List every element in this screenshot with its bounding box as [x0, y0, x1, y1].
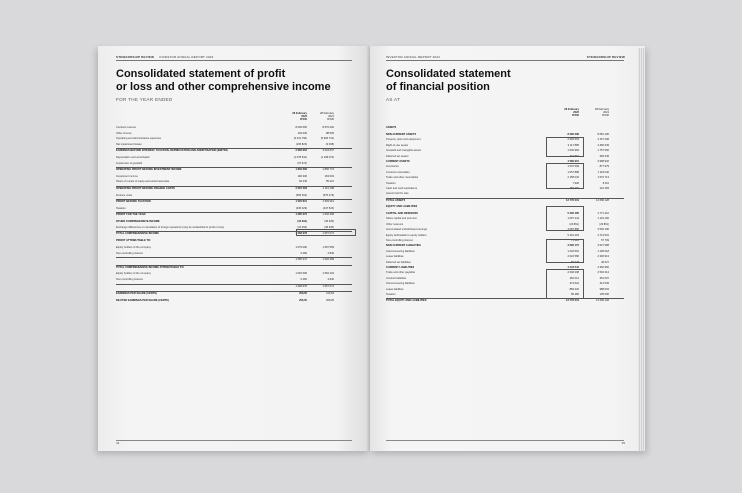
statement-row [116, 239, 352, 243]
row-value-current: 2 022 580 [567, 255, 579, 259]
row-label: OTHER COMPREHENSIVE INCOME [116, 220, 160, 223]
row-label: Depreciation and amortisation [116, 156, 151, 159]
statement-row [386, 144, 624, 148]
statement-row [386, 250, 624, 254]
row-value-prior: 46 027 [601, 260, 609, 264]
row-value-prior: 12 680 128 [596, 198, 609, 202]
row-label: Goodwill and intangible assets [386, 149, 422, 153]
row-value-current: 208,56 [299, 292, 307, 296]
row-value-prior: 8 681 196 [597, 132, 609, 136]
right-current-liab-box [546, 269, 584, 299]
row-value-current: 4 689 915 [567, 159, 579, 163]
row-value-current: 12 776 201 [566, 299, 579, 303]
row-value-prior: 210,54 [326, 292, 334, 296]
row-value-current: 55 028 [571, 260, 579, 264]
right-noncurrent-box [546, 137, 584, 157]
row-value-current: 85 480 [571, 293, 579, 296]
row-value-current: (1 078 610) [293, 156, 307, 159]
statement-row [116, 220, 352, 224]
row-value-prior: 424 183 [599, 186, 609, 190]
statement-row [116, 126, 352, 130]
row-label: Taxation [386, 181, 396, 185]
right-col1-header: 28 February 2022 R'000 [564, 108, 579, 117]
row-value-prior: (5 906 713) [320, 137, 334, 141]
statement-row [386, 217, 624, 221]
row-label: Share of results of equity-accounted associate [116, 180, 170, 184]
row-value-prior: 1 057 074 [322, 232, 334, 236]
row-value-prior: 4 840 [327, 277, 334, 281]
row-value-prior: 414 549 [599, 282, 609, 286]
row-value-current: 1 062 696 [295, 272, 307, 276]
row-value-prior: 55 421 [326, 180, 334, 184]
row-value-prior: 1 087 559 [322, 245, 334, 249]
row-value-current: 6 282 [300, 277, 307, 281]
row-label: Interest-bearing liabilities [386, 282, 415, 286]
right-running-head-left: INVESTOR ANNUAL REPORT 2022 [386, 55, 441, 59]
row-label: Inventories [386, 165, 399, 169]
row-value-prior: 3 157 638 [597, 138, 609, 142]
right-running-head-right: STEWARDSHIP REVIEW [586, 55, 625, 59]
row-label: DILUTED EARNINGS PER SHARE (CENTS) [116, 298, 169, 302]
statement-row [116, 265, 352, 270]
row-label: Deferred tax liabilities [386, 260, 411, 264]
row-value-prior: 1 052 234 [322, 272, 334, 276]
row-value-current: 2 648 208 [567, 271, 579, 275]
right-footer-rule [386, 440, 624, 441]
statement-row [386, 187, 624, 191]
statement-row [386, 266, 624, 270]
statement-row [386, 255, 624, 259]
row-value-current: 458 460 [569, 186, 579, 190]
row-label: TOTAL ASSETS [386, 198, 406, 202]
row-label: TOTAL EQUITY AND LIABILITIES [386, 299, 427, 303]
statement-row [386, 288, 624, 292]
row-value-current: (165 826) [295, 142, 307, 146]
row-label: Other income [116, 131, 132, 135]
row-label: EARNINGS BEFORE INTEREST, TAXATION, DEPRECIATION AND AMORTISATION (EBITDA) [116, 149, 229, 153]
statement-row [386, 293, 624, 297]
statement-row [116, 137, 352, 141]
statement-row [386, 244, 624, 248]
row-value-prior: 3 546 196 [597, 228, 609, 232]
row-label: TOTAL COMPREHENSIVE INCOME [116, 232, 159, 236]
row-label: Equity attributable to equity holders [386, 233, 427, 237]
row-value-current: (23 861) [569, 222, 579, 226]
row-label: Exchange differences on translation of foreign operations (may be reclassified to profit or loss) [116, 225, 224, 229]
row-label: Accumulated undistributed earnings [386, 228, 428, 232]
row-value-prior: 8 676 202 [322, 126, 334, 129]
row-value-prior: 57 709 [601, 239, 609, 242]
statement-row [116, 278, 352, 282]
statement-row [116, 284, 352, 289]
row-value-prior: 1 092 399 [322, 258, 334, 262]
row-value-current: 190 336 [297, 174, 307, 178]
statement-row [386, 234, 624, 238]
row-label: Lease liabilities [386, 255, 404, 259]
row-value-prior: 1 057 074 [322, 284, 334, 288]
statement-row [116, 132, 352, 136]
row-value-prior: (1 108 073) [320, 156, 334, 159]
row-label: Equity holders of the company [116, 272, 151, 276]
row-value-prior: 2 306 913 [597, 255, 609, 259]
row-value-current: 5 161 263 [567, 233, 579, 237]
statement-row [386, 261, 624, 265]
row-label: Lease liabilities [386, 287, 404, 291]
right-top-rule [386, 60, 624, 61]
statement-row [116, 194, 352, 198]
row-value-prior: (575 279) [322, 193, 334, 197]
statement-row [386, 239, 624, 243]
row-label: PROFIT ATTRIBUTABLE TO: [116, 238, 151, 242]
row-value-current: (16 394) [297, 225, 307, 229]
row-value-prior: (35 325) [324, 220, 334, 223]
statement-row [116, 167, 352, 172]
row-value-current: 2 966 964 [295, 149, 307, 153]
row-value-current: 883 220 [569, 287, 579, 291]
statement-row [386, 282, 624, 286]
row-label: OPERATING PROFIT BEFORE FINANCE COSTS [116, 187, 175, 190]
row-value-prior: 163 003 [324, 174, 334, 178]
row-value-current: (16 394) [297, 220, 307, 223]
left-page-subtitle: FOR THE YEAR ENDED [116, 97, 173, 102]
row-label: Interest-bearing liabilities [386, 249, 415, 253]
statement-row [116, 186, 352, 191]
row-value-prior: 88 525 [326, 131, 334, 135]
row-label: Non-controlling interest [386, 239, 413, 242]
row-value-prior: 4 713 501 [597, 233, 609, 237]
row-label: EQUITY AND LIABILITIES [386, 205, 418, 209]
statement-row [386, 271, 624, 275]
statement-row [116, 212, 352, 217]
statement-row [116, 143, 352, 147]
statement-row [386, 149, 624, 153]
row-value-current: (6 341 796) [293, 137, 307, 141]
row-value-prior: (3 098) [325, 142, 334, 146]
row-value-current: 146 636 [297, 131, 307, 135]
row-value-prior: (23 861) [599, 222, 609, 226]
row-label: EARNINGS PER SHARE (CENTS) [116, 292, 157, 296]
statement-row [116, 257, 352, 262]
row-value-current: 5 236 485 [567, 212, 579, 215]
row-label: PROFIT BEFORE TAXATION [116, 200, 151, 204]
row-label: Taxation [386, 293, 396, 296]
statement-row [116, 246, 352, 250]
row-value-current: 1 636 984 [567, 149, 579, 153]
row-value-current: 2 087 263 [295, 187, 307, 190]
right-page [370, 46, 645, 451]
statement-row [386, 198, 624, 203]
left-footer-rule [116, 440, 352, 441]
row-label: Contract revenue [116, 126, 136, 129]
row-value-current: 75 222 [571, 239, 579, 242]
row-value-current: 1 068 978 [295, 232, 307, 236]
row-value-current: 1 830 682 [295, 168, 307, 172]
right-page-number: 35 [621, 441, 625, 445]
row-value-prior: 208,25 [326, 298, 334, 302]
row-label: Investment income [116, 174, 138, 178]
row-value-current: 1 085 372 [295, 213, 307, 217]
row-label: Assets held for sale [386, 192, 409, 196]
row-value-current: 1 057 888 [567, 170, 579, 174]
row-value-current: 66 245 [299, 180, 307, 184]
row-value-prior: 8 011 [602, 181, 609, 185]
right-page-subtitle: AS AT [386, 97, 401, 102]
row-label: Trade and other payables [386, 271, 416, 275]
row-value-current: 206,50 [299, 298, 307, 302]
row-label: Right-of-use assets [386, 143, 409, 147]
row-label: Non-controlling interest [116, 251, 143, 255]
row-label: CURRENT ASSETS [386, 159, 410, 163]
row-label: OPERATING PROFIT BEFORE INVESTMENT INCOME [116, 168, 182, 172]
left-report-name: INVESTOR ANNUAL REPORT 2022 [159, 55, 214, 59]
row-value-prior: 4 360 960 [597, 266, 609, 269]
row-label: Cash and cash equivalents [386, 186, 418, 190]
row-value-current: 8 636 666 [295, 126, 307, 129]
left-section-name: STEWARDSHIP REVIEW [116, 55, 155, 59]
row-value-prior: 283 349 [599, 154, 609, 158]
row-label: Impairment of goodwill [116, 161, 142, 165]
row-value-prior: 1 570 713 [597, 176, 609, 180]
row-label: Property, plant and equipment [386, 138, 421, 142]
row-label: Net impairment losses [116, 142, 142, 146]
right-current-box [546, 163, 584, 189]
row-label: Deferred tax assets [386, 154, 409, 158]
row-value-prior: 988 094 [599, 287, 609, 291]
statement-row [116, 148, 352, 153]
row-value-current: 394 863 [569, 154, 579, 158]
row-value-prior: (447 520) [322, 206, 334, 210]
row-value-current: 3 117 885 [567, 143, 579, 147]
row-value-current: 1 007 599 [567, 165, 579, 169]
row-value-current: 1 085 372 [295, 258, 307, 262]
statement-row [386, 192, 624, 196]
row-label: PROFIT FOR THE YEAR [116, 213, 146, 217]
row-label: Contract receivables [386, 170, 410, 174]
row-value-prior: 1 191 166 [597, 217, 609, 221]
page-edge-stack [638, 48, 645, 451]
row-label: CURRENT LIABILITIES [386, 266, 415, 269]
statement-row [116, 299, 352, 303]
row-value-prior: 2 115 198 [322, 187, 334, 190]
row-value-prior: 4 771 210 [597, 212, 609, 215]
row-label: Trade and other receivables [386, 176, 419, 180]
row-value-current: 2 936 554 [567, 138, 579, 142]
row-label: Operating and administrative expenses [116, 137, 161, 141]
statement-row [386, 138, 624, 142]
left-col1-header: 28 February 2022 R'000 [292, 112, 307, 121]
statement-row [386, 160, 624, 164]
row-value-current: 2 158 040 [567, 176, 579, 180]
left-running-head [116, 55, 214, 59]
statement-row [386, 212, 624, 216]
row-value-prior: 3 547 958 [597, 244, 609, 248]
row-value-prior: 1 118 046 [597, 170, 609, 174]
row-value-prior: 2 502 214 [597, 271, 609, 275]
row-value-current: (57 672) [297, 161, 307, 165]
row-value-current: 452 014 [569, 276, 579, 280]
right-equity-box [546, 206, 584, 231]
row-label: Equity holders of the company [116, 245, 151, 249]
row-value-current: 4 443 544 [567, 266, 579, 269]
statement-row [116, 199, 352, 204]
row-value-current: 1 097 244 [567, 217, 579, 221]
row-value-prior: 105 006 [599, 293, 609, 296]
statement-row [386, 155, 624, 159]
row-label: ASSETS [386, 126, 397, 129]
row-label: Finance costs [116, 193, 133, 197]
statement-row [386, 171, 624, 175]
left-page-number: 34 [116, 441, 120, 445]
row-value-current: 374 622 [569, 282, 579, 286]
left-col2-header: 28 February 2021 R'000 [320, 112, 334, 121]
statement-row [116, 156, 352, 160]
statement-row [386, 205, 624, 209]
row-value-prior: (35 325) [324, 225, 334, 229]
left-page-title: Consolidated statement of profit or loss and other comprehensive income [116, 68, 331, 93]
statement-row [386, 228, 624, 232]
row-value-prior: 1 195 018 [597, 249, 609, 253]
row-value-current: 1 520 801 [295, 200, 307, 204]
row-value-prior: 3 482 649 [597, 143, 609, 147]
open-report-booklet [98, 46, 652, 453]
row-label: NON-CURRENT ASSETS [386, 132, 417, 136]
statement-row [386, 133, 624, 137]
row-label: Other reserves [386, 222, 404, 226]
row-value-current: 1 018 564 [567, 249, 579, 253]
statement-row [386, 165, 624, 169]
row-label: Share capital and premium [386, 217, 417, 221]
row-value-current: 4 087 880 [567, 228, 579, 232]
row-label: CAPITAL AND RESERVES [386, 212, 419, 215]
row-label: Non-controlling interest [116, 277, 143, 281]
right-col2-header: 28 February 2021 R'000 [595, 108, 609, 117]
row-value-current: (435 429) [295, 206, 307, 210]
statement-row [386, 277, 624, 281]
statement-row [116, 272, 352, 276]
row-value-current: 12 776 201 [566, 198, 579, 202]
statement-row [386, 176, 624, 180]
row-label: TOTAL COMPREHENSIVE INCOME ATTRIBUTABLE TO: [116, 265, 185, 269]
statement-row [386, 298, 624, 303]
row-value-prior: 4 840 [327, 251, 334, 255]
row-value-prior: 1 757 560 [597, 149, 609, 153]
row-value-current: (566 462) [295, 193, 307, 197]
row-value-current: 3 096 172 [567, 244, 579, 248]
row-value-prior: 1 539 919 [322, 200, 334, 204]
statement-row [116, 252, 352, 256]
left-page [98, 46, 370, 451]
row-value-current: 7 928 [572, 181, 579, 185]
right-noncurrent-liab-box [546, 239, 584, 263]
left-top-rule [116, 60, 352, 61]
row-label: NON-CURRENT LIABILITIES [386, 244, 421, 248]
row-label: Contract liabilities [386, 276, 407, 280]
row-value-prior: 351 097 [599, 276, 609, 280]
row-value-current: 8 086 286 [567, 132, 579, 136]
statement-row [116, 162, 352, 166]
statement-row [116, 175, 352, 179]
row-value-current: 1 079 090 [295, 245, 307, 249]
row-value-prior: 3 998 932 [597, 159, 609, 163]
row-value-prior: 877 979 [599, 165, 609, 169]
row-value-prior: 1 092 399 [322, 213, 334, 217]
statement-row [116, 180, 352, 184]
row-value-prior: 3 004 847 [322, 149, 334, 153]
row-value-prior: 12 680 128 [596, 299, 609, 303]
right-page-title: Consolidated statement of financial position [386, 68, 511, 93]
row-label: Taxation [116, 206, 126, 210]
statement-row [386, 126, 624, 130]
row-value-current: 1 068 978 [295, 284, 307, 288]
row-value-prior: 1 896 774 [322, 168, 334, 172]
statement-row [386, 223, 624, 227]
statement-row [386, 182, 624, 186]
statement-row [116, 207, 352, 211]
row-value-current: 6 282 [300, 251, 307, 255]
statement-row [116, 291, 352, 296]
left-highlight-box [296, 229, 356, 236]
